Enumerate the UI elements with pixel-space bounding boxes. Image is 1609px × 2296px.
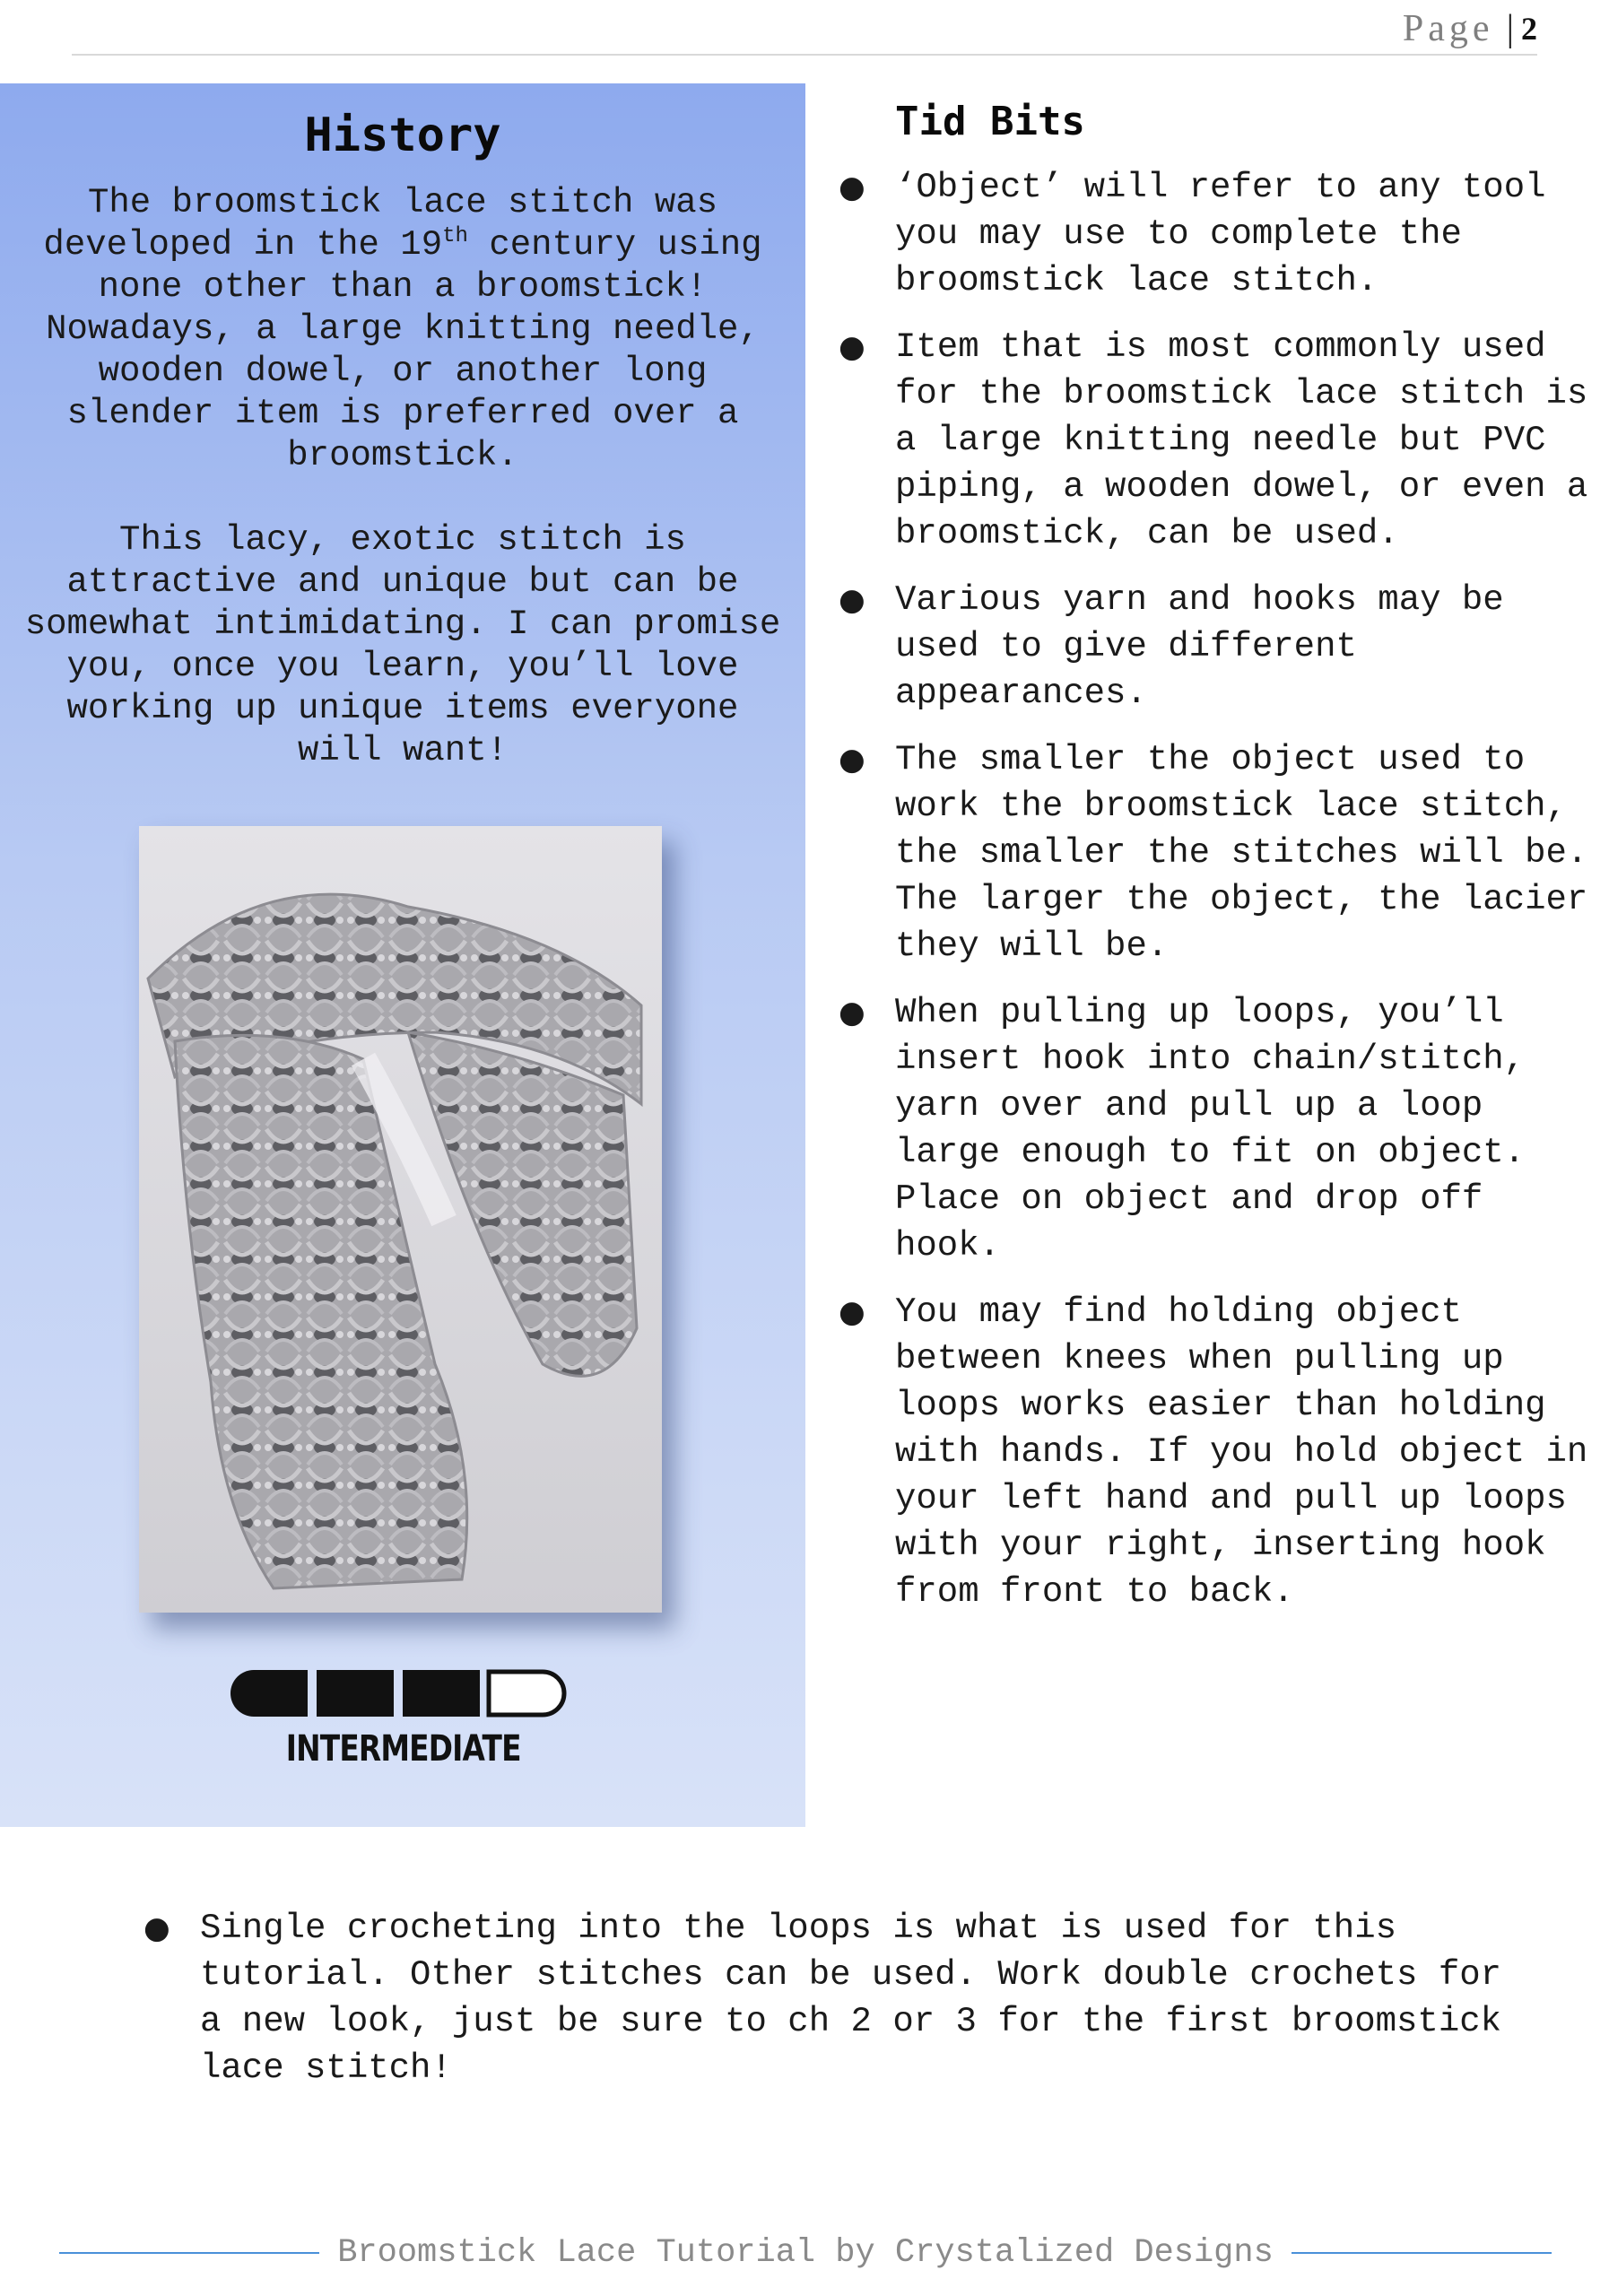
- page-number: 2: [1521, 11, 1537, 47]
- history-paragraph-1: The broomstick lace stitch was developed in the 19th century using none other than a broomstick! Nowadays, a large knitting needle, wooden dowel, or another long slender item is preferred over a broomstick.: [43, 183, 762, 475]
- skill-level-badge: [229, 1665, 578, 1770]
- list-item: ● Various yarn and hooks may be used to give different appearances.: [834, 577, 1596, 717]
- bottom-tip-list: [139, 1905, 1538, 2111]
- bullet-icon: ●: [839, 329, 865, 365]
- bullet-icon: ●: [144, 1910, 170, 1946]
- broomstick-lace-photo: [139, 826, 662, 1613]
- page-separator: |: [1506, 8, 1514, 49]
- bullet-icon: ●: [839, 582, 865, 618]
- bullet-icon: ●: [839, 170, 865, 205]
- skill-level-meter-icon: [229, 1665, 578, 1720]
- tid-bits-section: [834, 99, 1596, 1635]
- history-sidebar: [0, 83, 805, 1827]
- list-item: ● The smaller the object used to work the broomstick lace stitch, the smaller the stitches will be. The larger the object, the lacier they will be.: [834, 736, 1596, 970]
- skill-level-label: INTERMEDIATE: [286, 1728, 521, 1770]
- history-paragraph-2: This lacy, exotic stitch is attractive and unique but can be somewhat intimidating. I can promise you, once you learn, you’ll love working up unique items everyone will want!: [24, 520, 781, 770]
- bullet-icon: ●: [839, 742, 865, 778]
- list-item: ● Item that is most commonly used for the broomstick lace stitch is a large knitting needle but PVC piping, a wooden dowel, or even a broomstick, can be used.: [834, 324, 1596, 557]
- tid-bits-title: Tid Bits: [895, 99, 1085, 144]
- list-item: ● ‘Object’ will refer to any tool you may use to complete the broomstick lace stitch.: [834, 164, 1596, 304]
- footer: [59, 2233, 1552, 2273]
- bullet-icon: ●: [839, 995, 865, 1031]
- footer-text: Broomstick Lace Tutorial by Crystalized Designs: [337, 2234, 1274, 2272]
- history-title: History: [304, 109, 501, 162]
- list-item: ● You may find holding object between knees when pulling up loops works easier than holding with hands. If you hold object in your left hand and pull up loops with your right, inserting hook from front to back.: [834, 1289, 1596, 1615]
- footer-rule-right: [1292, 2252, 1552, 2254]
- history-text: [18, 182, 787, 814]
- page-word: Page: [1402, 8, 1494, 49]
- list-item: ● Single crocheting into the loops is what is used for this tutorial. Other stitches can be used. Work double crochets for a new look, just be sure to ch 2 or 3 for the first broomstick lace stitch!: [139, 1905, 1538, 2092]
- header-rule: [72, 54, 1537, 56]
- page-number-header: [1403, 7, 1537, 50]
- list-item: ● When pulling up loops, you’ll insert hook into chain/stitch, yarn over and pull up a loop large enough to fit on object. Place on object and drop off hook.: [834, 989, 1596, 1269]
- footer-rule-left: [59, 2252, 319, 2254]
- bullet-icon: ●: [839, 1294, 865, 1330]
- tid-bits-list: [834, 164, 1596, 1615]
